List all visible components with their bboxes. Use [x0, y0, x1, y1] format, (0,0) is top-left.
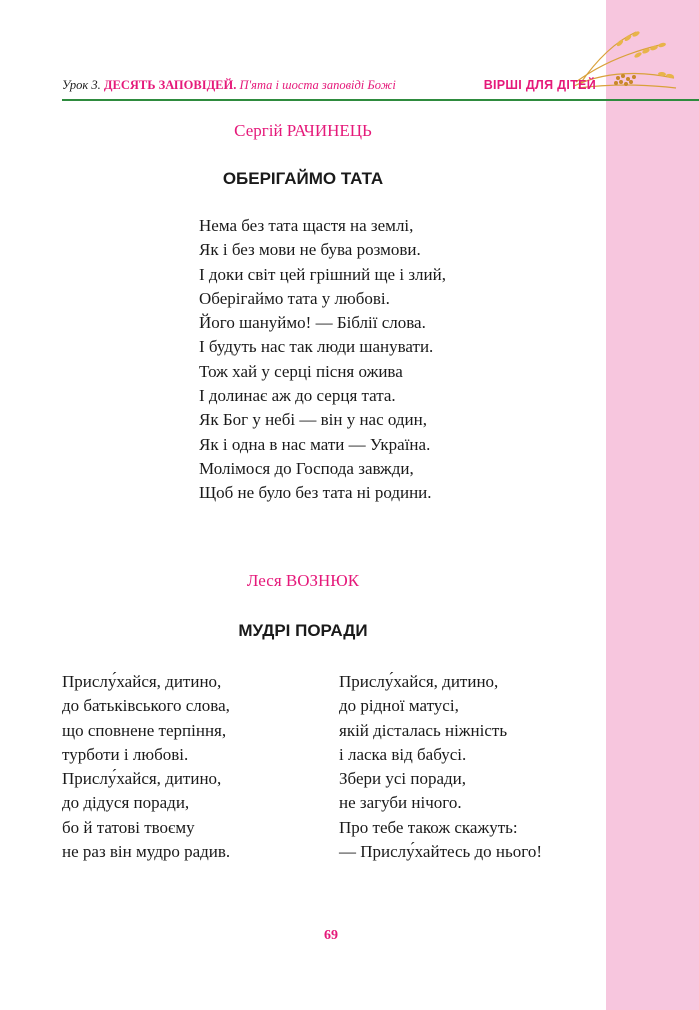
poem1-line: Як і одна в нас мати — Україна. [199, 434, 431, 454]
poem1-title: ОБЕРІГАЙМО ТАТА [222, 169, 384, 188]
poem2-line: Збери усі поради, [339, 769, 466, 789]
poem2-line: не загуби нічого. [339, 793, 462, 813]
poem2-left-column [62, 670, 230, 864]
poem1-line: Молімося до Господа завжди, [199, 458, 414, 478]
poem2-line: Прислу́хайся, дитино, [62, 769, 222, 789]
lesson-subtitle: П'ята і шоста заповіді Божі [239, 78, 396, 92]
lesson-title: ДЕСЯТЬ ЗАПОВІДЕЙ. [103, 78, 237, 92]
poem2-line: — Прислу́хайтесь до нього! [339, 842, 542, 862]
poem2-title: МУДРІ ПОРАДИ [238, 621, 368, 640]
poem1-line: Як і без мови не бува розмови. [199, 240, 421, 260]
page-number: 69 [324, 928, 338, 943]
poem2-line: до рідної матусі, [339, 696, 459, 716]
poem2-line: не раз він мудро радив. [62, 842, 231, 862]
poem1-line: Оберігаймо тата у любові. [199, 288, 390, 308]
poem1-line: Щоб не було без тата ні родини. [199, 483, 432, 503]
poem2-author: Леся ВОЗНЮК [246, 571, 360, 590]
side-color-band [606, 0, 699, 1010]
poem1-line: Як Бог у небі — він у нас один, [199, 410, 427, 430]
lesson-number: Урок 3. [62, 78, 101, 92]
poem2-line: до батьківського слова, [62, 696, 230, 716]
header-divider [62, 99, 699, 101]
poem2-line: і ласка від бабусі. [339, 744, 467, 764]
poem1-line: І долинає аж до серця тата. [199, 386, 396, 406]
poem1-author: Сергій РАЧИНЕЦЬ [234, 121, 372, 140]
poem2-line: до дідуся поради, [62, 793, 190, 813]
poem1-line: Його шануймо! — Біблії слова. [199, 313, 426, 333]
poem2-line: Прислу́хайся, дитино, [62, 672, 222, 691]
poem2-line: Прислу́хайся, дитино, [339, 672, 499, 691]
poem1-line: І доки світ цей грішний ще і злий, [199, 264, 446, 284]
poem2-line: бо й татові твоєму [62, 817, 195, 837]
section-title: ВІРШІ ДЛЯ ДІТЕЙ [483, 78, 596, 92]
poem2-right-column [339, 670, 542, 864]
poem1-line: Нема без тата щастя на землі, [199, 216, 414, 235]
poem2-line: Про тебе також скажуть: [339, 817, 518, 837]
page-header [62, 78, 596, 98]
poem1-line: І будуть нас так люди шанувати. [199, 337, 434, 357]
poem1-stanza [199, 214, 446, 506]
poem1-line: Тож хай у серці пісня ожива [199, 361, 403, 381]
poem2-line: що сповнене терпіння, [62, 720, 227, 740]
poem2-line: турботи і любові. [62, 744, 189, 764]
poem2-line: якій дісталась ніжність [339, 720, 508, 740]
